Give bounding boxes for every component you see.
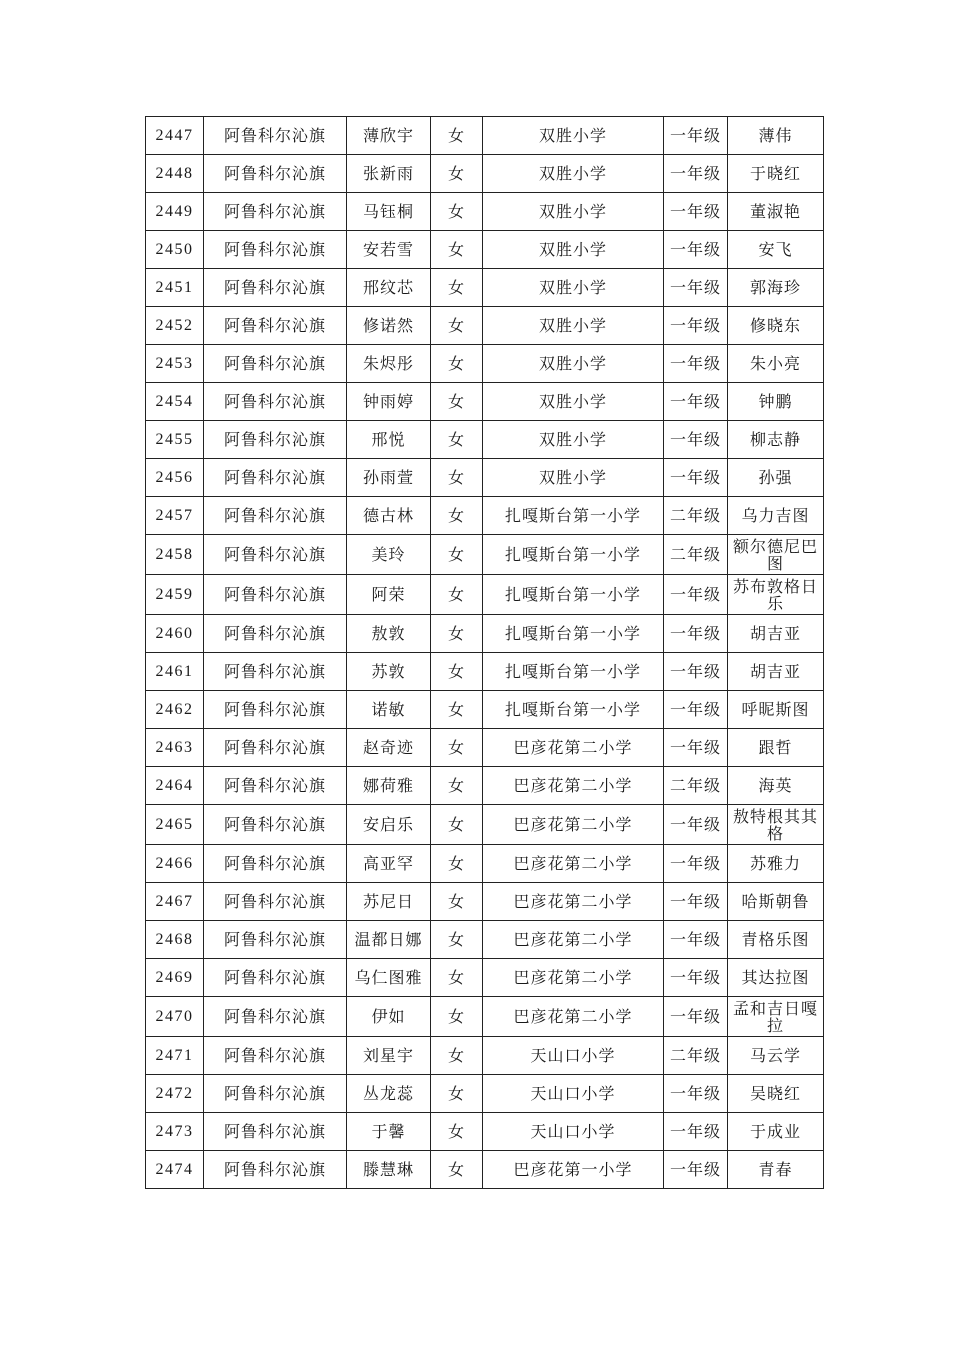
cell-county: 阿鲁科尔沁旗 bbox=[204, 421, 347, 459]
cell-guardian: 呼昵斯图 bbox=[728, 691, 824, 729]
cell-number: 2458 bbox=[146, 535, 204, 575]
cell-number: 2472 bbox=[146, 1075, 204, 1113]
table-row bbox=[146, 653, 824, 691]
cell-gender: 女 bbox=[431, 117, 483, 155]
cell-number: 2461 bbox=[146, 653, 204, 691]
cell-gender: 女 bbox=[431, 535, 483, 575]
table-row bbox=[146, 1075, 824, 1113]
cell-county: 阿鲁科尔沁旗 bbox=[204, 997, 347, 1037]
cell-grade: 一年级 bbox=[664, 155, 728, 193]
cell-school: 巴彦花第二小学 bbox=[483, 959, 664, 997]
cell-number: 2466 bbox=[146, 845, 204, 883]
cell-county: 阿鲁科尔沁旗 bbox=[204, 575, 347, 615]
cell-gender: 女 bbox=[431, 575, 483, 615]
cell-number: 2459 bbox=[146, 575, 204, 615]
cell-county: 阿鲁科尔沁旗 bbox=[204, 345, 347, 383]
cell-number: 2462 bbox=[146, 691, 204, 729]
cell-number: 2469 bbox=[146, 959, 204, 997]
cell-school: 扎嘎斯台第一小学 bbox=[483, 653, 664, 691]
cell-grade: 一年级 bbox=[664, 231, 728, 269]
cell-student-name: 德古林 bbox=[347, 497, 431, 535]
cell-gender: 女 bbox=[431, 653, 483, 691]
cell-grade: 一年级 bbox=[664, 691, 728, 729]
cell-grade: 一年级 bbox=[664, 1113, 728, 1151]
cell-county: 阿鲁科尔沁旗 bbox=[204, 155, 347, 193]
table-row bbox=[146, 1113, 824, 1151]
cell-grade: 一年级 bbox=[664, 921, 728, 959]
table-row bbox=[146, 459, 824, 497]
cell-grade: 一年级 bbox=[664, 883, 728, 921]
table-row bbox=[146, 729, 824, 767]
cell-guardian: 敖特根其其格 bbox=[728, 805, 824, 845]
cell-county: 阿鲁科尔沁旗 bbox=[204, 883, 347, 921]
table-row bbox=[146, 883, 824, 921]
cell-school: 双胜小学 bbox=[483, 117, 664, 155]
cell-number: 2454 bbox=[146, 383, 204, 421]
table-row bbox=[146, 845, 824, 883]
cell-county: 阿鲁科尔沁旗 bbox=[204, 193, 347, 231]
cell-school: 天山口小学 bbox=[483, 1113, 664, 1151]
cell-county: 阿鲁科尔沁旗 bbox=[204, 615, 347, 653]
cell-guardian: 青春 bbox=[728, 1151, 824, 1189]
cell-student-name: 修诺然 bbox=[347, 307, 431, 345]
cell-school: 扎嘎斯台第一小学 bbox=[483, 497, 664, 535]
table-row bbox=[146, 269, 824, 307]
cell-guardian: 郭海珍 bbox=[728, 269, 824, 307]
cell-number: 2448 bbox=[146, 155, 204, 193]
cell-gender: 女 bbox=[431, 1037, 483, 1075]
cell-gender: 女 bbox=[431, 1075, 483, 1113]
cell-number: 2465 bbox=[146, 805, 204, 845]
cell-guardian: 乌力吉图 bbox=[728, 497, 824, 535]
cell-county: 阿鲁科尔沁旗 bbox=[204, 459, 347, 497]
cell-guardian: 苏布敦格日乐 bbox=[728, 575, 824, 615]
table-row bbox=[146, 497, 824, 535]
cell-guardian: 胡吉亚 bbox=[728, 615, 824, 653]
cell-county: 阿鲁科尔沁旗 bbox=[204, 691, 347, 729]
cell-county: 阿鲁科尔沁旗 bbox=[204, 231, 347, 269]
cell-county: 阿鲁科尔沁旗 bbox=[204, 1113, 347, 1151]
cell-school: 扎嘎斯台第一小学 bbox=[483, 575, 664, 615]
cell-grade: 一年级 bbox=[664, 307, 728, 345]
cell-guardian: 苏雅力 bbox=[728, 845, 824, 883]
cell-gender: 女 bbox=[431, 421, 483, 459]
cell-county: 阿鲁科尔沁旗 bbox=[204, 729, 347, 767]
cell-grade: 一年级 bbox=[664, 959, 728, 997]
cell-school: 巴彦花第二小学 bbox=[483, 767, 664, 805]
cell-school: 双胜小学 bbox=[483, 383, 664, 421]
table-row bbox=[146, 1151, 824, 1189]
cell-number: 2453 bbox=[146, 345, 204, 383]
cell-student-name: 赵奇迹 bbox=[347, 729, 431, 767]
cell-number: 2449 bbox=[146, 193, 204, 231]
cell-county: 阿鲁科尔沁旗 bbox=[204, 269, 347, 307]
cell-student-name: 温都日娜 bbox=[347, 921, 431, 959]
cell-grade: 一年级 bbox=[664, 117, 728, 155]
cell-number: 2450 bbox=[146, 231, 204, 269]
roster-body bbox=[146, 117, 824, 1189]
table-row bbox=[146, 1037, 824, 1075]
cell-number: 2447 bbox=[146, 117, 204, 155]
student-roster-table bbox=[145, 116, 824, 1189]
cell-number: 2457 bbox=[146, 497, 204, 535]
cell-school: 巴彦花第二小学 bbox=[483, 729, 664, 767]
cell-guardian: 跟哲 bbox=[728, 729, 824, 767]
cell-grade: 一年级 bbox=[664, 421, 728, 459]
cell-student-name: 乌仁图雅 bbox=[347, 959, 431, 997]
table-row bbox=[146, 997, 824, 1037]
cell-grade: 一年级 bbox=[664, 729, 728, 767]
table-row bbox=[146, 383, 824, 421]
cell-gender: 女 bbox=[431, 691, 483, 729]
cell-school: 巴彦花第一小学 bbox=[483, 1151, 664, 1189]
cell-school: 巴彦花第二小学 bbox=[483, 883, 664, 921]
cell-county: 阿鲁科尔沁旗 bbox=[204, 1075, 347, 1113]
cell-student-name: 诺敏 bbox=[347, 691, 431, 729]
table-row bbox=[146, 155, 824, 193]
table-row bbox=[146, 691, 824, 729]
cell-gender: 女 bbox=[431, 767, 483, 805]
cell-guardian: 马云学 bbox=[728, 1037, 824, 1075]
cell-grade: 一年级 bbox=[664, 653, 728, 691]
cell-county: 阿鲁科尔沁旗 bbox=[204, 767, 347, 805]
table-row bbox=[146, 615, 824, 653]
cell-school: 双胜小学 bbox=[483, 421, 664, 459]
cell-grade: 二年级 bbox=[664, 497, 728, 535]
cell-number: 2468 bbox=[146, 921, 204, 959]
cell-student-name: 邢纹芯 bbox=[347, 269, 431, 307]
cell-grade: 二年级 bbox=[664, 767, 728, 805]
cell-gender: 女 bbox=[431, 383, 483, 421]
cell-school: 双胜小学 bbox=[483, 231, 664, 269]
cell-school: 巴彦花第二小学 bbox=[483, 805, 664, 845]
cell-student-name: 薄欣宇 bbox=[347, 117, 431, 155]
cell-county: 阿鲁科尔沁旗 bbox=[204, 1037, 347, 1075]
cell-gender: 女 bbox=[431, 883, 483, 921]
table-row bbox=[146, 421, 824, 459]
cell-guardian: 董淑艳 bbox=[728, 193, 824, 231]
cell-guardian: 海英 bbox=[728, 767, 824, 805]
cell-number: 2451 bbox=[146, 269, 204, 307]
cell-school: 双胜小学 bbox=[483, 269, 664, 307]
cell-student-name: 于馨 bbox=[347, 1113, 431, 1151]
cell-county: 阿鲁科尔沁旗 bbox=[204, 653, 347, 691]
cell-number: 2463 bbox=[146, 729, 204, 767]
cell-student-name: 钟雨婷 bbox=[347, 383, 431, 421]
table-row bbox=[146, 231, 824, 269]
cell-gender: 女 bbox=[431, 269, 483, 307]
table-row bbox=[146, 193, 824, 231]
cell-number: 2456 bbox=[146, 459, 204, 497]
cell-number: 2452 bbox=[146, 307, 204, 345]
cell-guardian: 胡吉亚 bbox=[728, 653, 824, 691]
cell-grade: 一年级 bbox=[664, 805, 728, 845]
cell-county: 阿鲁科尔沁旗 bbox=[204, 497, 347, 535]
cell-student-name: 孙雨萱 bbox=[347, 459, 431, 497]
cell-guardian: 额尔德尼巴图 bbox=[728, 535, 824, 575]
cell-number: 2471 bbox=[146, 1037, 204, 1075]
cell-student-name: 马钰桐 bbox=[347, 193, 431, 231]
cell-guardian: 青格乐图 bbox=[728, 921, 824, 959]
cell-guardian: 孙强 bbox=[728, 459, 824, 497]
cell-gender: 女 bbox=[431, 615, 483, 653]
cell-school: 天山口小学 bbox=[483, 1037, 664, 1075]
table-row bbox=[146, 805, 824, 845]
cell-gender: 女 bbox=[431, 921, 483, 959]
cell-grade: 一年级 bbox=[664, 845, 728, 883]
cell-student-name: 朱烬彤 bbox=[347, 345, 431, 383]
cell-student-name: 安启乐 bbox=[347, 805, 431, 845]
cell-gender: 女 bbox=[431, 1113, 483, 1151]
cell-gender: 女 bbox=[431, 997, 483, 1037]
cell-student-name: 丛龙蕊 bbox=[347, 1075, 431, 1113]
cell-guardian: 其达拉图 bbox=[728, 959, 824, 997]
cell-student-name: 苏敦 bbox=[347, 653, 431, 691]
cell-guardian: 于晓红 bbox=[728, 155, 824, 193]
table-row bbox=[146, 345, 824, 383]
cell-grade: 一年级 bbox=[664, 1151, 728, 1189]
cell-guardian: 薄伟 bbox=[728, 117, 824, 155]
cell-student-name: 伊如 bbox=[347, 997, 431, 1037]
cell-student-name: 苏尼日 bbox=[347, 883, 431, 921]
cell-gender: 女 bbox=[431, 845, 483, 883]
table-row bbox=[146, 959, 824, 997]
cell-student-name: 美玲 bbox=[347, 535, 431, 575]
cell-gender: 女 bbox=[431, 959, 483, 997]
table-row bbox=[146, 117, 824, 155]
cell-student-name: 高亚罕 bbox=[347, 845, 431, 883]
cell-gender: 女 bbox=[431, 729, 483, 767]
table-row bbox=[146, 307, 824, 345]
cell-grade: 二年级 bbox=[664, 1037, 728, 1075]
cell-grade: 一年级 bbox=[664, 193, 728, 231]
cell-gender: 女 bbox=[431, 155, 483, 193]
cell-school: 双胜小学 bbox=[483, 459, 664, 497]
cell-grade: 一年级 bbox=[664, 269, 728, 307]
table-row bbox=[146, 575, 824, 615]
cell-guardian: 哈斯朝鲁 bbox=[728, 883, 824, 921]
cell-student-name: 安若雪 bbox=[347, 231, 431, 269]
cell-county: 阿鲁科尔沁旗 bbox=[204, 1151, 347, 1189]
cell-grade: 二年级 bbox=[664, 535, 728, 575]
cell-student-name: 阿荣 bbox=[347, 575, 431, 615]
cell-school: 扎嘎斯台第一小学 bbox=[483, 615, 664, 653]
cell-number: 2460 bbox=[146, 615, 204, 653]
cell-grade: 一年级 bbox=[664, 997, 728, 1037]
cell-school: 双胜小学 bbox=[483, 155, 664, 193]
cell-school: 双胜小学 bbox=[483, 345, 664, 383]
cell-gender: 女 bbox=[431, 231, 483, 269]
cell-student-name: 滕慧琳 bbox=[347, 1151, 431, 1189]
cell-school: 巴彦花第二小学 bbox=[483, 845, 664, 883]
cell-grade: 一年级 bbox=[664, 383, 728, 421]
cell-grade: 一年级 bbox=[664, 1075, 728, 1113]
cell-guardian: 吴晓红 bbox=[728, 1075, 824, 1113]
table-row bbox=[146, 535, 824, 575]
cell-school: 天山口小学 bbox=[483, 1075, 664, 1113]
cell-grade: 一年级 bbox=[664, 459, 728, 497]
cell-school: 扎嘎斯台第一小学 bbox=[483, 535, 664, 575]
cell-gender: 女 bbox=[431, 497, 483, 535]
cell-student-name: 张新雨 bbox=[347, 155, 431, 193]
cell-county: 阿鲁科尔沁旗 bbox=[204, 845, 347, 883]
cell-guardian: 安飞 bbox=[728, 231, 824, 269]
cell-county: 阿鲁科尔沁旗 bbox=[204, 307, 347, 345]
cell-school: 双胜小学 bbox=[483, 193, 664, 231]
cell-guardian: 修晓东 bbox=[728, 307, 824, 345]
cell-school: 双胜小学 bbox=[483, 307, 664, 345]
cell-county: 阿鲁科尔沁旗 bbox=[204, 921, 347, 959]
cell-gender: 女 bbox=[431, 307, 483, 345]
cell-number: 2467 bbox=[146, 883, 204, 921]
cell-number: 2473 bbox=[146, 1113, 204, 1151]
cell-gender: 女 bbox=[431, 345, 483, 383]
cell-school: 巴彦花第二小学 bbox=[483, 997, 664, 1037]
table-row bbox=[146, 921, 824, 959]
table-row bbox=[146, 767, 824, 805]
cell-student-name: 邢悦 bbox=[347, 421, 431, 459]
cell-grade: 一年级 bbox=[664, 345, 728, 383]
cell-number: 2474 bbox=[146, 1151, 204, 1189]
cell-guardian: 柳志静 bbox=[728, 421, 824, 459]
cell-guardian: 钟鹏 bbox=[728, 383, 824, 421]
cell-county: 阿鲁科尔沁旗 bbox=[204, 117, 347, 155]
cell-guardian: 于成业 bbox=[728, 1113, 824, 1151]
cell-guardian: 孟和吉日嘎拉 bbox=[728, 997, 824, 1037]
cell-student-name: 娜荷雅 bbox=[347, 767, 431, 805]
cell-student-name: 敖敦 bbox=[347, 615, 431, 653]
cell-student-name: 刘星宇 bbox=[347, 1037, 431, 1075]
cell-county: 阿鲁科尔沁旗 bbox=[204, 959, 347, 997]
cell-county: 阿鲁科尔沁旗 bbox=[204, 383, 347, 421]
cell-number: 2464 bbox=[146, 767, 204, 805]
cell-grade: 一年级 bbox=[664, 615, 728, 653]
cell-gender: 女 bbox=[431, 805, 483, 845]
cell-gender: 女 bbox=[431, 459, 483, 497]
cell-school: 扎嘎斯台第一小学 bbox=[483, 691, 664, 729]
cell-grade: 一年级 bbox=[664, 575, 728, 615]
cell-county: 阿鲁科尔沁旗 bbox=[204, 535, 347, 575]
cell-gender: 女 bbox=[431, 1151, 483, 1189]
cell-gender: 女 bbox=[431, 193, 483, 231]
cell-number: 2470 bbox=[146, 997, 204, 1037]
cell-county: 阿鲁科尔沁旗 bbox=[204, 805, 347, 845]
cell-guardian: 朱小亮 bbox=[728, 345, 824, 383]
cell-number: 2455 bbox=[146, 421, 204, 459]
cell-school: 巴彦花第二小学 bbox=[483, 921, 664, 959]
